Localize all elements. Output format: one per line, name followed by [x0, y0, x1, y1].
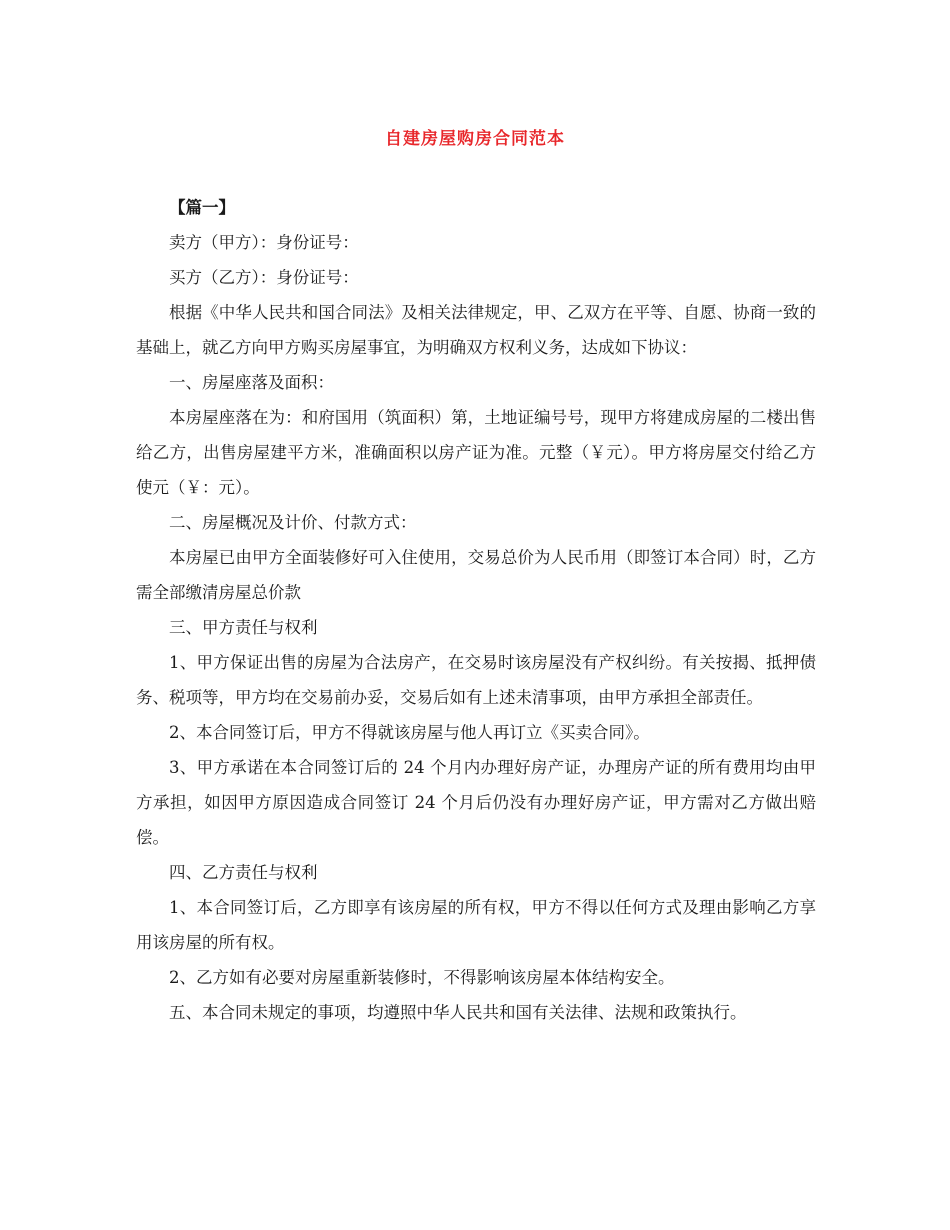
clause-heading-5: 五、本合同未规定的事项，均遵照中华人民共和国有关法律、法规和政策执行。: [169, 1003, 747, 1022]
buyer-line: 买方（乙方）：身份证号：: [169, 268, 359, 287]
clause-paragraph: 3、甲方承诺在本合同签订后的 24 个月内办理好房产证，办理房产证的所有费用均由甲方承担，如因甲方原因造成合同签订 24 个月后仍没有办理好房产证，甲方需对乙方做出赔偿。: [136, 758, 816, 847]
document-title: 自建房屋购房合同范本: [385, 129, 565, 149]
clause-paragraph: 2、本合同签订后，甲方不得就该房屋与他人再订立《买卖合同》。: [169, 723, 650, 742]
clause-heading-2: 二、房屋概况及计价、付款方式：: [169, 513, 417, 532]
section-label: 【篇一】: [169, 198, 235, 217]
preamble-paragraph: 根据《中华人民共和国合同法》及相关法律规定，甲、乙双方在平等、自愿、协商一致的基础上，就乙方向甲方购买房屋事宜，为明确双方权利义务，达成如下协议：: [136, 303, 816, 357]
clause-paragraph: 2、乙方如有必要对房屋重新装修时，不得影响该房屋本体结构安全。: [169, 968, 675, 987]
clause-heading-4: 四、乙方责任与权利: [169, 863, 318, 882]
clause-paragraph: 1、甲方保证出售的房屋为合法房产，在交易时该房屋没有产权纠纷。有关按揭、抵押债务、税项等，甲方均在交易前办妥，交易后如有上述未清事项，由甲方承担全部责任。: [136, 653, 816, 707]
clause-paragraph: 本房屋座落在为：和府国用（筑面积）第，土地证编号号，现甲方将建成房屋的二楼出售给乙方，出售房屋建平方米，准确面积以房产证为准。元整（￥元）。甲方将房屋交付给乙方使元（￥：元）。: [136, 408, 816, 497]
clause-paragraph: 本房屋已由甲方全面装修好可入住使用，交易总价为人民币用（即签订本合同）时，乙方需全部缴清房屋总价款: [136, 548, 816, 602]
clause-heading-3: 三、甲方责任与权利: [169, 618, 318, 637]
document-body: [136, 190, 816, 1030]
clause-heading-1: 一、房屋座落及面积：: [169, 373, 334, 392]
clause-paragraph: 1、本合同签订后，乙方即享有该房屋的所有权，甲方不得以任何方式及理由影响乙方享用该房屋的所有权。: [136, 898, 816, 952]
seller-line: 卖方（甲方）：身份证号：: [169, 233, 359, 252]
